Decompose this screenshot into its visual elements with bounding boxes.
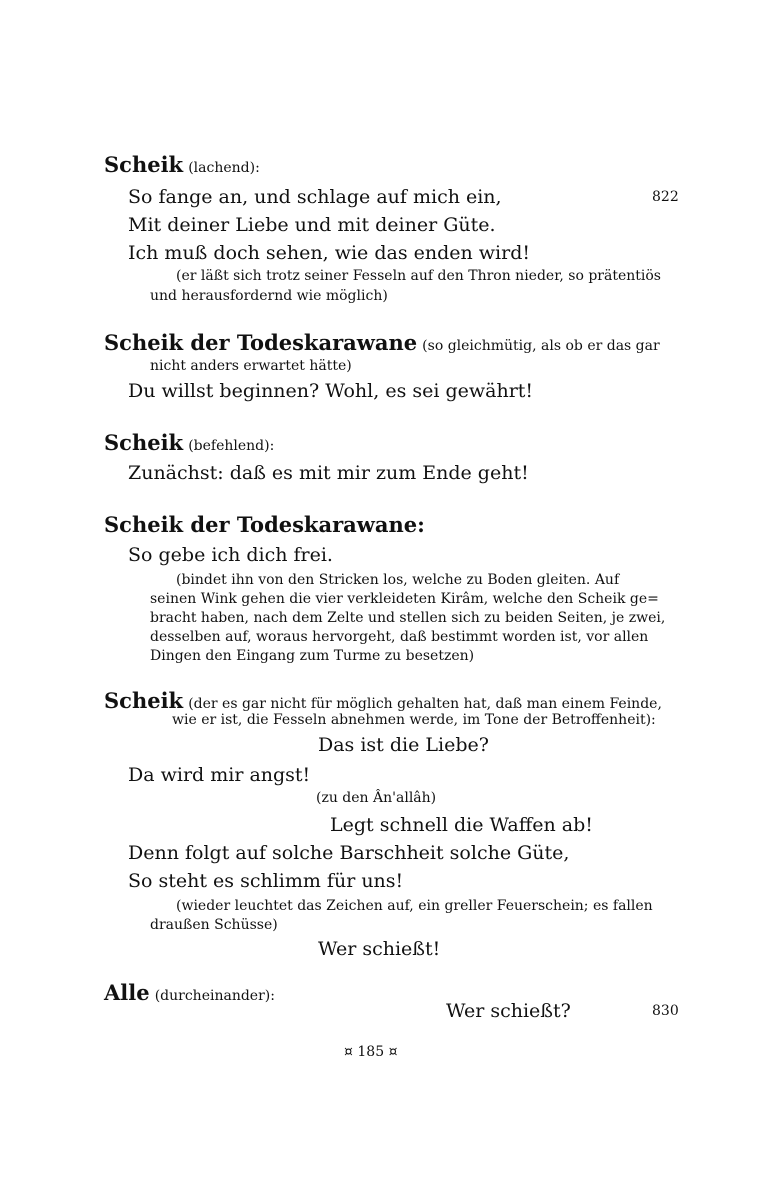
stage-direction: draußen Schüsse) [150, 917, 278, 933]
verse-line: So fange an, und schlage auf mich ein, [128, 186, 502, 208]
speaker-direction: (so gleichmütig, als ob er das gar [422, 338, 660, 354]
stage-direction: (bindet ihn von den Stricken los, welche zu Boden gleiten. Auf [176, 572, 620, 588]
speaker-name: Scheik der Todeskarawane [104, 330, 418, 355]
verse-line: Da wird mir angst! [128, 764, 311, 786]
ornament-icon: ¤ [344, 1044, 353, 1060]
ornament-icon: ¤ [388, 1044, 398, 1060]
verse-line: So steht es schlimm für uns! [128, 870, 404, 892]
stage-direction: (wieder leuchtet das Zeichen auf, ein greller Feuerschein; es fallen [176, 898, 653, 914]
stage-direction: Dingen den Eingang zum Turme zu besetzen) [150, 648, 475, 664]
speaker-alle [104, 980, 275, 1005]
stage-direction: seinen Wink gehen die vier verkleideten Kirâm, welche den Scheik ge= [150, 591, 659, 607]
stage-direction: (zu den Ân'allâh) [316, 790, 437, 806]
speaker-scheik [104, 152, 260, 177]
stage-direction: (er läßt sich trotz seiner Fesseln auf den Thron nieder, so prätentiös [176, 268, 661, 284]
speaker-direction: wie er ist, die Fesseln abnehmen werde, im Tone der Betroffenheit): [172, 712, 656, 728]
speaker-name: Scheik der Todeskarawane: [104, 512, 425, 537]
verse-line: Legt schnell die Waffen ab! [330, 814, 593, 836]
verse-line: Zunächst: daß es mit mir zum Ende geht! [128, 462, 529, 484]
speaker-name: Scheik [104, 430, 184, 455]
line-number: 830 [652, 1003, 679, 1019]
page-number: 185 [357, 1044, 385, 1060]
stage-direction: und herausfordernd wie möglich) [150, 288, 388, 304]
speaker-scheik [104, 688, 662, 713]
verse-line: Das ist die Liebe? [318, 734, 489, 756]
speaker-name: Alle [104, 980, 150, 1005]
speaker-direction: nicht anders erwartet hätte) [150, 358, 352, 374]
speaker-direction: (durcheinander): [154, 988, 275, 1004]
stage-direction: bracht haben, nach dem Zelte und stellen sich zu beiden Seiten, je zwei, [150, 610, 666, 626]
verse-line: Denn folgt auf solche Barschheit solche Güte, [128, 842, 570, 864]
page-folio [344, 1044, 397, 1060]
verse-line: Wer schießt? [446, 1000, 571, 1022]
verse-line: Wer schießt! [318, 938, 441, 960]
stage-direction: desselben auf, woraus hervorgeht, daß bestimmt worden ist, vor allen [150, 629, 649, 645]
speaker-name: Scheik [104, 152, 184, 177]
verse-line: Du willst beginnen? Wohl, es sei gewährt! [128, 380, 534, 402]
speaker-direction: (der es gar nicht für möglich gehalten hat, daß man einem Feinde, [188, 696, 662, 712]
verse-line: Ich muß doch sehen, wie das enden wird! [128, 242, 531, 264]
speaker-name: Scheik [104, 688, 184, 713]
verse-line: So gebe ich dich frei. [128, 544, 333, 566]
speaker-direction: (befehlend): [188, 438, 275, 454]
speaker-scheik-der-todeskarawane [104, 330, 660, 355]
speaker-scheik [104, 430, 274, 455]
verse-line: Mit deiner Liebe und mit deiner Güte. [128, 214, 496, 236]
speaker-scheik-der-todeskarawane [104, 512, 425, 537]
speaker-direction: (lachend): [188, 160, 260, 176]
line-number: 822 [652, 189, 679, 205]
